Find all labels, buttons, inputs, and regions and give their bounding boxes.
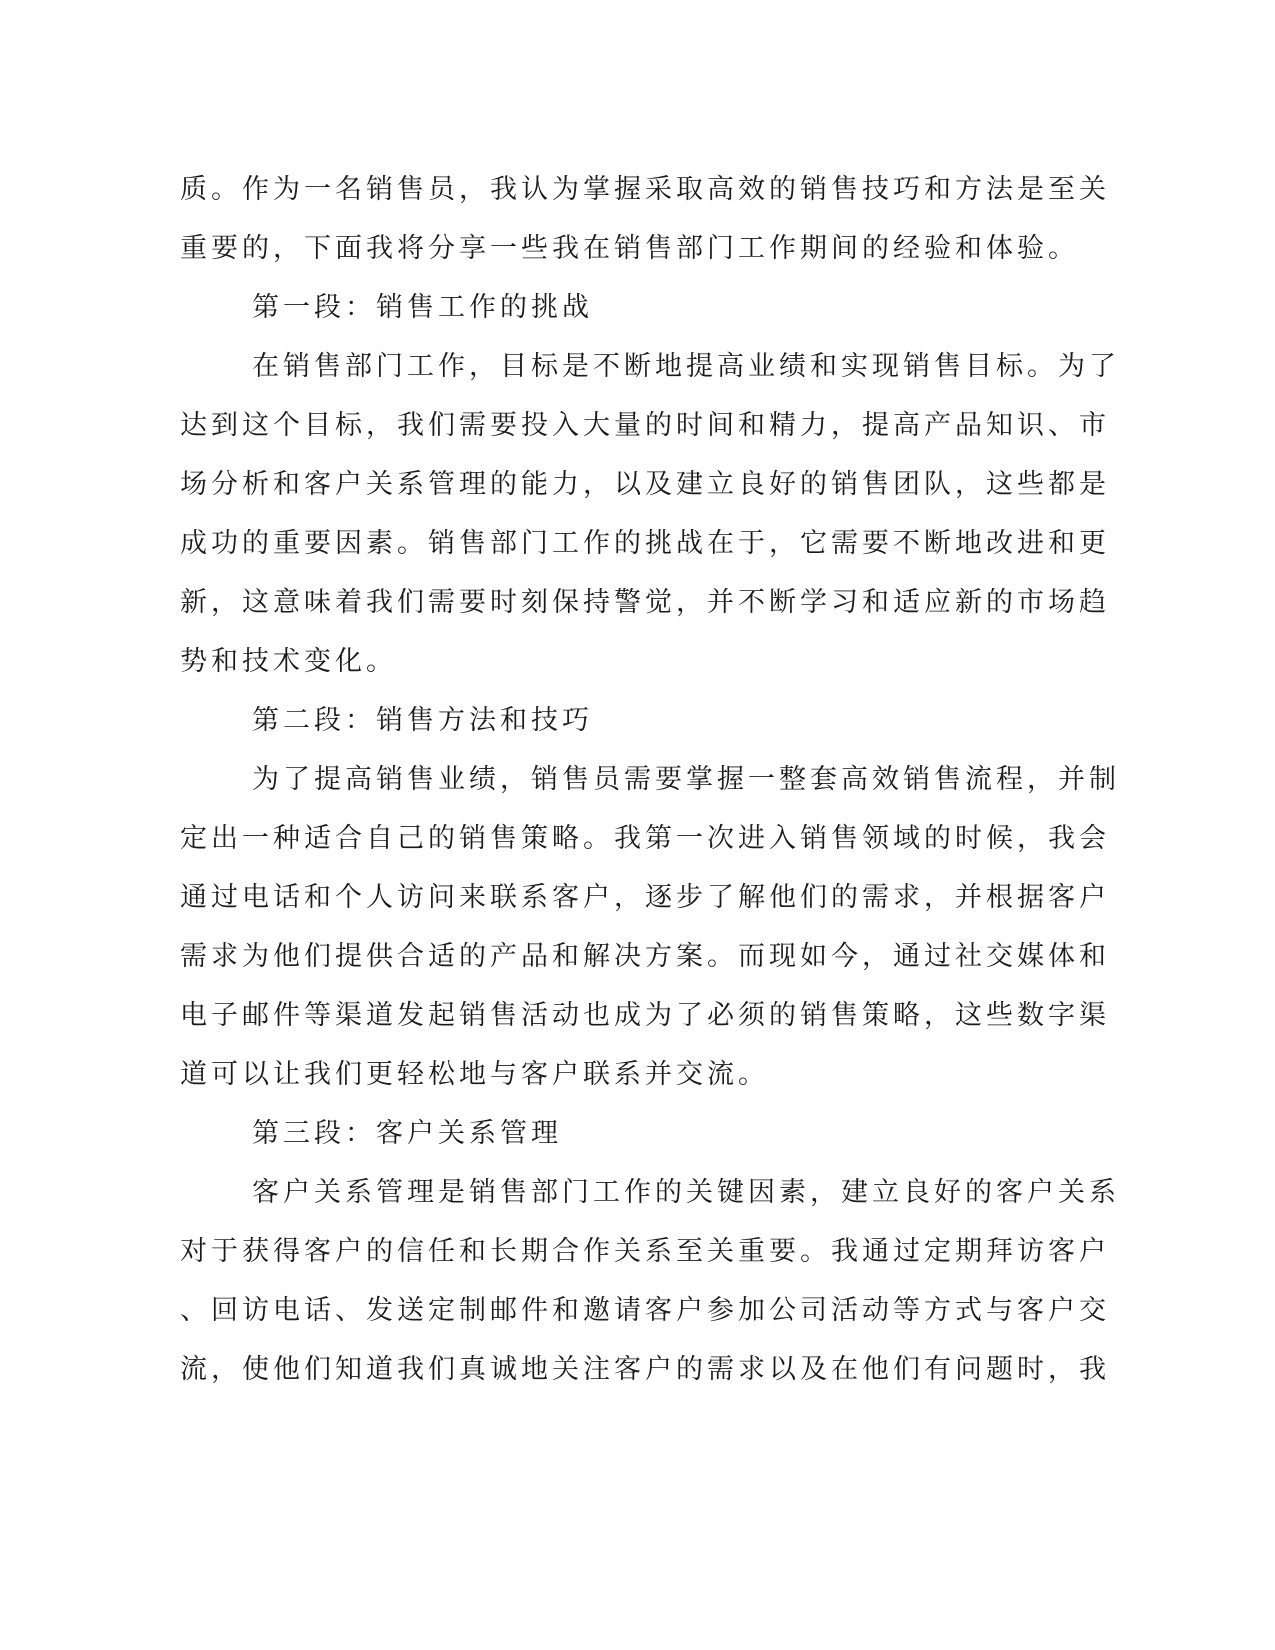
text-line: 客户关系管理是销售部门工作的关键因素，建立良好的客户关系 [252, 1177, 1120, 1208]
text-line: 场分析和客户关系管理的能力，以及建立良好的销售团队，这些都是 [180, 469, 1110, 500]
section-heading-2: 第二段：销售方法和技巧 [252, 705, 593, 736]
section-heading-1: 第一段：销售工作的挑战 [252, 292, 593, 323]
text-line: 道可以让我们更轻松地与客户联系并交流。 [180, 1059, 769, 1090]
text-line: 对于获得客户的信任和长期合作关系至关重要。我通过定期拜访客户 [180, 1236, 1110, 1267]
text-line: 、回访电话、发送定制邮件和邀请客户参加公司活动等方式与客户交 [180, 1295, 1110, 1326]
text-line: 需求为他们提供合适的产品和解决方案。而现如今，通过社交媒体和 [180, 941, 1110, 972]
text-line: 通过电话和个人访问来联系客户，逐步了解他们的需求，并根据客户 [180, 882, 1110, 913]
section-heading-3: 第三段：客户关系管理 [252, 1118, 562, 1149]
text-line: 定出一种适合自己的销售策略。我第一次进入销售领域的时候，我会 [180, 823, 1110, 854]
text-line: 重要的，下面我将分享一些我在销售部门工作期间的经验和体验。 [180, 233, 1079, 264]
text-line: 势和技术变化。 [180, 646, 397, 677]
text-line: 流，使他们知道我们真诚地关注客户的需求以及在他们有问题时，我 [180, 1354, 1110, 1385]
text-line: 新，这意味着我们需要时刻保持警觉，并不断学习和适应新的市场趋 [180, 587, 1110, 618]
text-line: 在销售部门工作，目标是不断地提高业绩和实现销售目标。为了 [252, 351, 1120, 382]
text-line: 质。作为一名销售员，我认为掌握采取高效的销售技巧和方法是至关 [180, 174, 1110, 205]
text-line: 电子邮件等渠道发起销售活动也成为了必须的销售策略，这些数字渠 [180, 1000, 1110, 1031]
text-line: 为了提高销售业绩，销售员需要掌握一整套高效销售流程，并制 [252, 764, 1120, 795]
text-line: 达到这个目标，我们需要投入大量的时间和精力，提高产品知识、市 [180, 410, 1110, 441]
text-line: 成功的重要因素。销售部门工作的挑战在于，它需要不断地改进和更 [180, 528, 1110, 559]
document-body [180, 160, 1120, 1399]
